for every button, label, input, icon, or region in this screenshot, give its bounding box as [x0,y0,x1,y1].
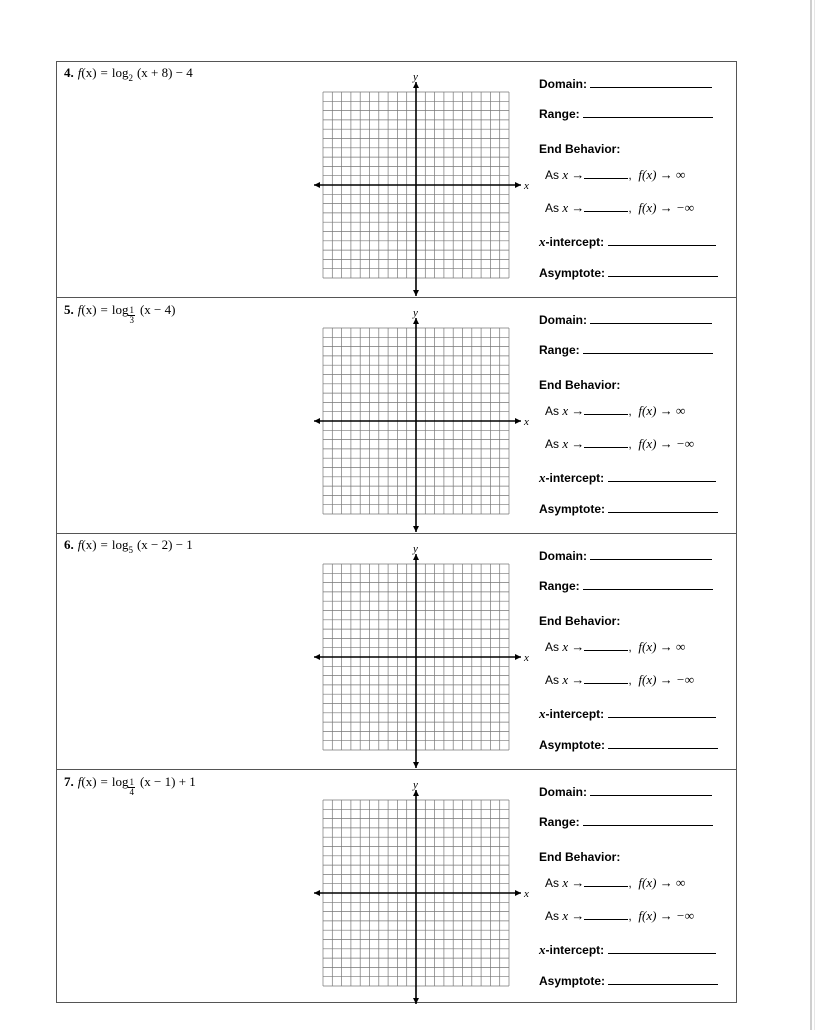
x-intercept-row [539,470,716,486]
domain-row [539,548,712,563]
as-variable: x → [562,875,585,890]
problem-number: 7. [64,774,74,789]
x-intercept-blank[interactable] [608,234,716,246]
fraction-denominator: 3 [129,315,134,325]
y-axis-arrow-down [413,290,419,296]
end-behavior-line-2: As x → , f(x) → −∞ [545,200,694,215]
as-word: As [545,201,560,215]
x-intercept-row [539,706,716,722]
problem-equation [64,301,176,325]
domain-label: Domain: [539,313,587,327]
domain-label: Domain: [539,785,587,799]
as-variable: x → [562,436,585,451]
x-intercept-label: -intercept: [545,943,605,957]
x-axis-arrow-right [515,418,521,424]
asymptote-label: Asymptote: [539,738,606,752]
log-symbol: log [111,302,129,317]
domain-row [539,312,712,327]
log-base-fraction [128,306,135,325]
problem-row [57,770,736,1006]
asymptote-blank[interactable] [608,265,718,277]
problem-number: 5. [64,302,74,317]
asymptote-row [539,737,718,752]
domain-row [539,784,712,799]
x-axis-label: x [524,416,529,428]
as-word: As [545,640,560,654]
asymptote-blank[interactable] [608,973,718,985]
y-axis-label: y [413,71,418,83]
end-behavior-row [539,142,620,156]
range-blank[interactable] [583,342,713,354]
range-label: Range: [539,107,580,121]
problem-equation [64,65,193,81]
range-blank[interactable] [583,814,713,826]
x-axis-arrow-right [515,654,521,660]
function-name: f [77,537,82,552]
as-word: As [545,437,560,451]
domain-blank[interactable] [590,76,712,88]
end-behavior-result-1: f(x) → ∞ [638,167,686,182]
end-behavior-blank-1[interactable] [584,875,628,887]
x-axis-arrow-left [314,890,320,896]
function-var: (x) [81,65,97,80]
function-name: f [77,65,82,80]
y-axis-arrow-down [413,998,419,1004]
as-variable: x → [562,639,585,654]
equals-sign: = [100,774,108,789]
end-behavior-result-2: f(x) → −∞ [638,672,694,687]
worksheet [56,61,737,1003]
equals-sign: = [100,65,108,80]
range-label: Range: [539,579,580,593]
end-behavior-label: End Behavior: [539,378,621,392]
coordinate-grid[interactable] [311,540,531,770]
log-argument: (x − 2) − 1 [136,537,193,552]
log-symbol: log [111,537,129,552]
end-behavior-label: End Behavior: [539,850,621,864]
page-edge-shadow [810,0,812,1030]
domain-blank[interactable] [590,312,712,324]
end-behavior-result-2: f(x) → −∞ [638,200,694,215]
function-name: f [77,302,82,317]
page-edge-shadow-light [814,0,815,1030]
function-name: f [77,774,82,789]
x-axis-arrow-left [314,182,320,188]
domain-label: Domain: [539,549,587,563]
log-argument: (x + 8) − 4 [136,65,193,80]
coordinate-grid[interactable] [311,304,531,534]
end-behavior-result-2: f(x) → −∞ [638,436,694,451]
problem-row [57,62,736,298]
y-axis-arrow-down [413,526,419,532]
asymptote-label: Asymptote: [539,502,606,516]
x-intercept-blank[interactable] [608,706,716,718]
function-var: (x) [81,774,97,789]
log-symbol: log [111,774,129,789]
x-intercept-variable: x [539,706,546,721]
end-behavior-line-1: As x → , f(x) → ∞ [545,403,686,418]
end-behavior-line-2: As x → , f(x) → −∞ [545,672,694,687]
end-behavior-blank-1[interactable] [584,639,628,651]
coordinate-grid[interactable] [311,68,531,298]
end-behavior-result-1: f(x) → ∞ [638,639,686,654]
fraction-numerator: 1 [129,777,134,787]
end-behavior-row [539,378,620,392]
asymptote-blank[interactable] [608,737,718,749]
as-word: As [545,876,560,890]
end-behavior-result-1: f(x) → ∞ [638,403,686,418]
y-axis-label: y [413,543,418,555]
range-row [539,342,713,357]
log-base: 2 [128,73,133,83]
x-intercept-label: -intercept: [545,235,605,249]
function-var: (x) [81,537,97,552]
range-label: Range: [539,343,580,357]
x-axis-arrow-right [515,890,521,896]
range-row [539,106,713,121]
coordinate-grid[interactable] [311,776,531,1006]
log-argument: (x − 4) [139,302,176,317]
end-behavior-blank-2[interactable] [584,200,628,212]
log-argument: (x − 1) + 1 [139,774,196,789]
as-variable: x → [562,200,585,215]
range-label: Range: [539,815,580,829]
x-intercept-variable: x [539,234,546,249]
x-intercept-blank[interactable] [608,470,716,482]
problem-row [57,298,736,534]
function-var: (x) [81,302,97,317]
x-intercept-row [539,942,716,958]
x-axis-arrow-left [314,654,320,660]
end-behavior-label: End Behavior: [539,142,621,156]
as-word: As [545,673,560,687]
asymptote-row [539,973,718,988]
end-behavior-line-2: As x → , f(x) → −∞ [545,908,694,923]
as-word: As [545,404,560,418]
end-behavior-blank-1[interactable] [584,403,628,415]
x-intercept-row [539,234,716,250]
x-axis-label: x [524,180,529,192]
x-intercept-variable: x [539,942,546,957]
log-base-fraction [128,778,135,797]
x-axis-arrow-left [314,418,320,424]
range-row [539,578,713,593]
problem-row [57,534,736,770]
end-behavior-line-2: As x → , f(x) → −∞ [545,436,694,451]
y-axis-label: y [413,779,418,791]
end-behavior-blank-2[interactable] [584,672,628,684]
log-base: 5 [128,545,133,555]
range-blank[interactable] [583,578,713,590]
y-axis-label: y [413,307,418,319]
x-intercept-blank[interactable] [608,942,716,954]
equals-sign: = [100,302,108,317]
domain-blank[interactable] [590,548,712,560]
end-behavior-blank-2[interactable] [584,908,628,920]
as-variable: x → [562,908,585,923]
x-intercept-label: -intercept: [545,707,605,721]
problem-number: 4. [64,65,74,80]
domain-label: Domain: [539,77,587,91]
asymptote-blank[interactable] [608,501,718,513]
asymptote-row [539,501,718,516]
end-behavior-label: End Behavior: [539,614,621,628]
x-intercept-variable: x [539,470,546,485]
as-variable: x → [562,403,585,418]
problem-equation [64,773,196,797]
end-behavior-result-1: f(x) → ∞ [638,875,686,890]
end-behavior-line-1: As x → , f(x) → ∞ [545,639,686,654]
domain-blank[interactable] [590,784,712,796]
end-behavior-line-1: As x → , f(x) → ∞ [545,875,686,890]
end-behavior-row [539,614,620,628]
asymptote-label: Asymptote: [539,266,606,280]
fraction-denominator: 4 [129,787,134,797]
end-behavior-blank-2[interactable] [584,436,628,448]
x-axis-label: x [524,652,529,664]
y-axis-arrow-down [413,762,419,768]
as-variable: x → [562,672,585,687]
x-axis-label: x [524,888,529,900]
asymptote-row [539,265,718,280]
problem-equation [64,537,193,553]
asymptote-label: Asymptote: [539,974,606,988]
log-symbol: log [111,65,129,80]
range-blank[interactable] [583,106,713,118]
x-axis-arrow-right [515,182,521,188]
end-behavior-blank-1[interactable] [584,167,628,179]
domain-row [539,76,712,91]
equals-sign: = [100,537,108,552]
as-word: As [545,909,560,923]
end-behavior-row [539,850,620,864]
as-word: As [545,168,560,182]
end-behavior-result-2: f(x) → −∞ [638,908,694,923]
as-variable: x → [562,167,585,182]
x-intercept-label: -intercept: [545,471,605,485]
problem-number: 6. [64,537,74,552]
fraction-numerator: 1 [129,305,134,315]
end-behavior-line-1: As x → , f(x) → ∞ [545,167,686,182]
range-row [539,814,713,829]
